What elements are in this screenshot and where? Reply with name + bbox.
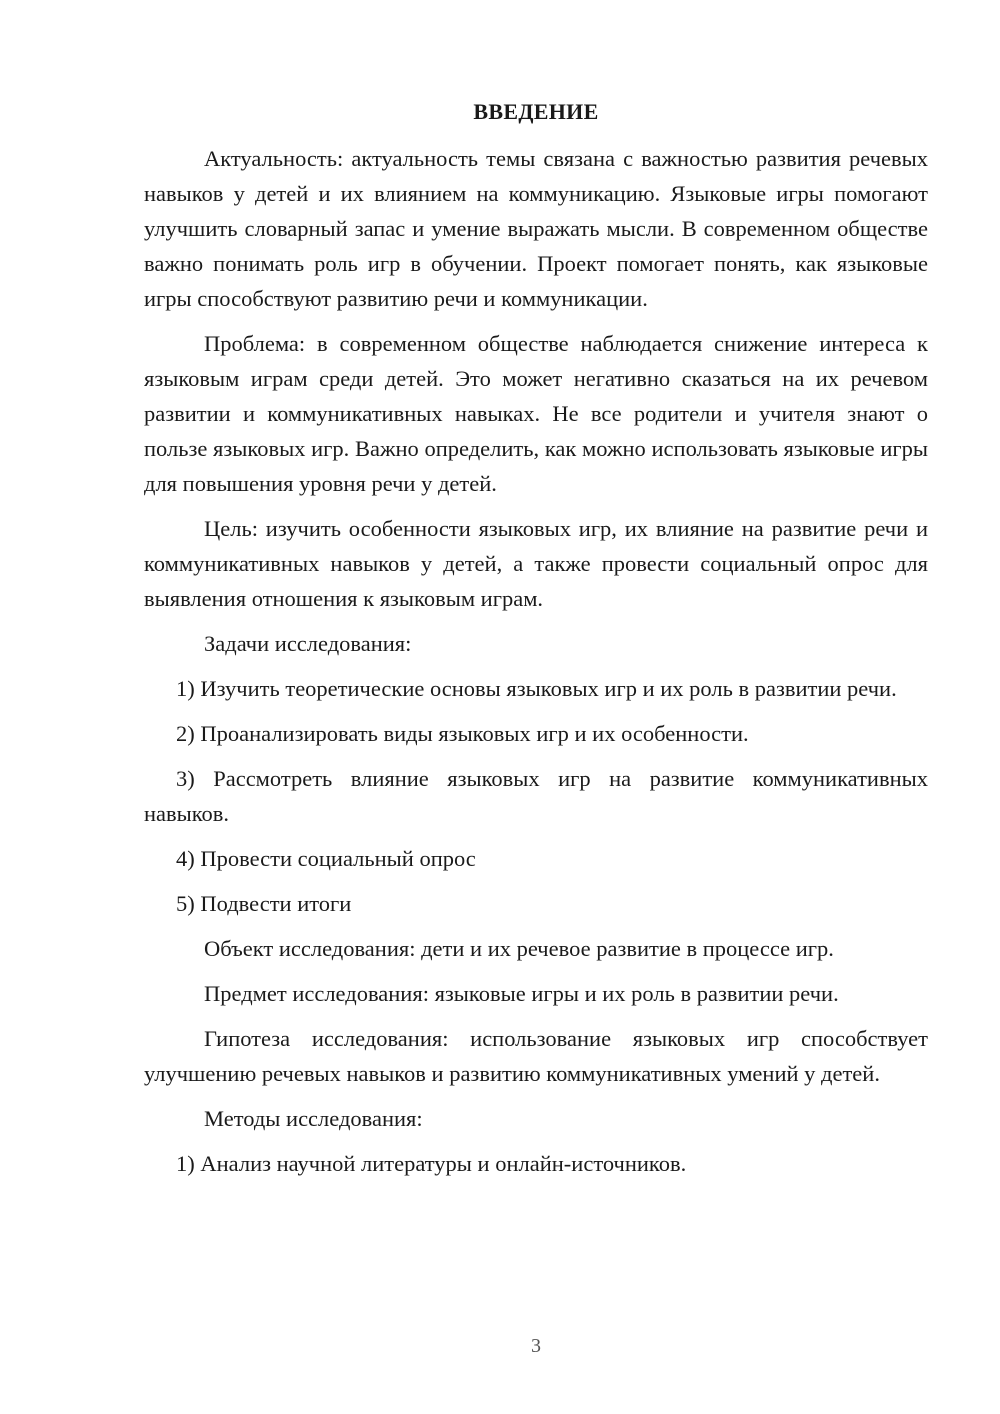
page-number: 3 xyxy=(531,1335,541,1357)
tasks-heading: Задачи исследования: xyxy=(204,631,412,656)
subject-paragraph: Предмет исследования: языковые игры и их роль в развитии речи. xyxy=(204,981,839,1006)
page-content xyxy=(144,94,928,1191)
method-item-1: 1) Анализ научной литературы и онлайн-источников. xyxy=(176,1151,687,1176)
relevance-paragraph: Актуальность: актуальность темы связана с важностью развития речевых навыков у детей и их влиянием на коммуникацию. Языковые игры помогают улучшить словарный запас и умение выражать мысли. В современном обществе важно понимать роль игр в обучении. Проект помогает понять, как языковые игры способствуют развитию речи и коммуникации. xyxy=(144,146,928,311)
object-paragraph: Объект исследования: дети и их речевое развитие в процессе игр. xyxy=(204,936,834,961)
task-item-3: 3) Рассмотреть влияние языковых игр на развитие коммуникативных навыков. xyxy=(144,766,928,826)
task-item-2: 2) Проанализировать виды языковых игр и их особенности. xyxy=(176,721,749,746)
section-title: ВВЕДЕНИЕ xyxy=(473,99,599,124)
hypothesis-paragraph: Гипотеза исследования: использование языковых игр способствует улучшению речевых навыков и развитию коммуникативных умений у детей. xyxy=(144,1026,928,1086)
methods-heading: Методы исследования: xyxy=(204,1106,423,1131)
problem-paragraph: Проблема: в современном обществе наблюдается снижение интереса к языковым играм среди детей. Это может негативно сказаться на их речевом развитии и коммуникативных навыках. Не все родители и учителя знают о пользе языковых игр. Важно определить, как можно использовать языковые игры для повышения уровня речи у детей. xyxy=(144,331,928,496)
task-item-1: 1) Изучить теоретические основы языковых игр и их роль в развитии речи. xyxy=(176,676,897,701)
task-item-4: 4) Провести социальный опрос xyxy=(176,846,476,871)
goal-paragraph: Цель: изучить особенности языковых игр, их влияние на развитие речи и коммуникативных навыков у детей, а также провести социальный опрос для выявления отношения к языковым играм. xyxy=(144,516,928,611)
task-item-5: 5) Подвести итоги xyxy=(176,891,352,916)
